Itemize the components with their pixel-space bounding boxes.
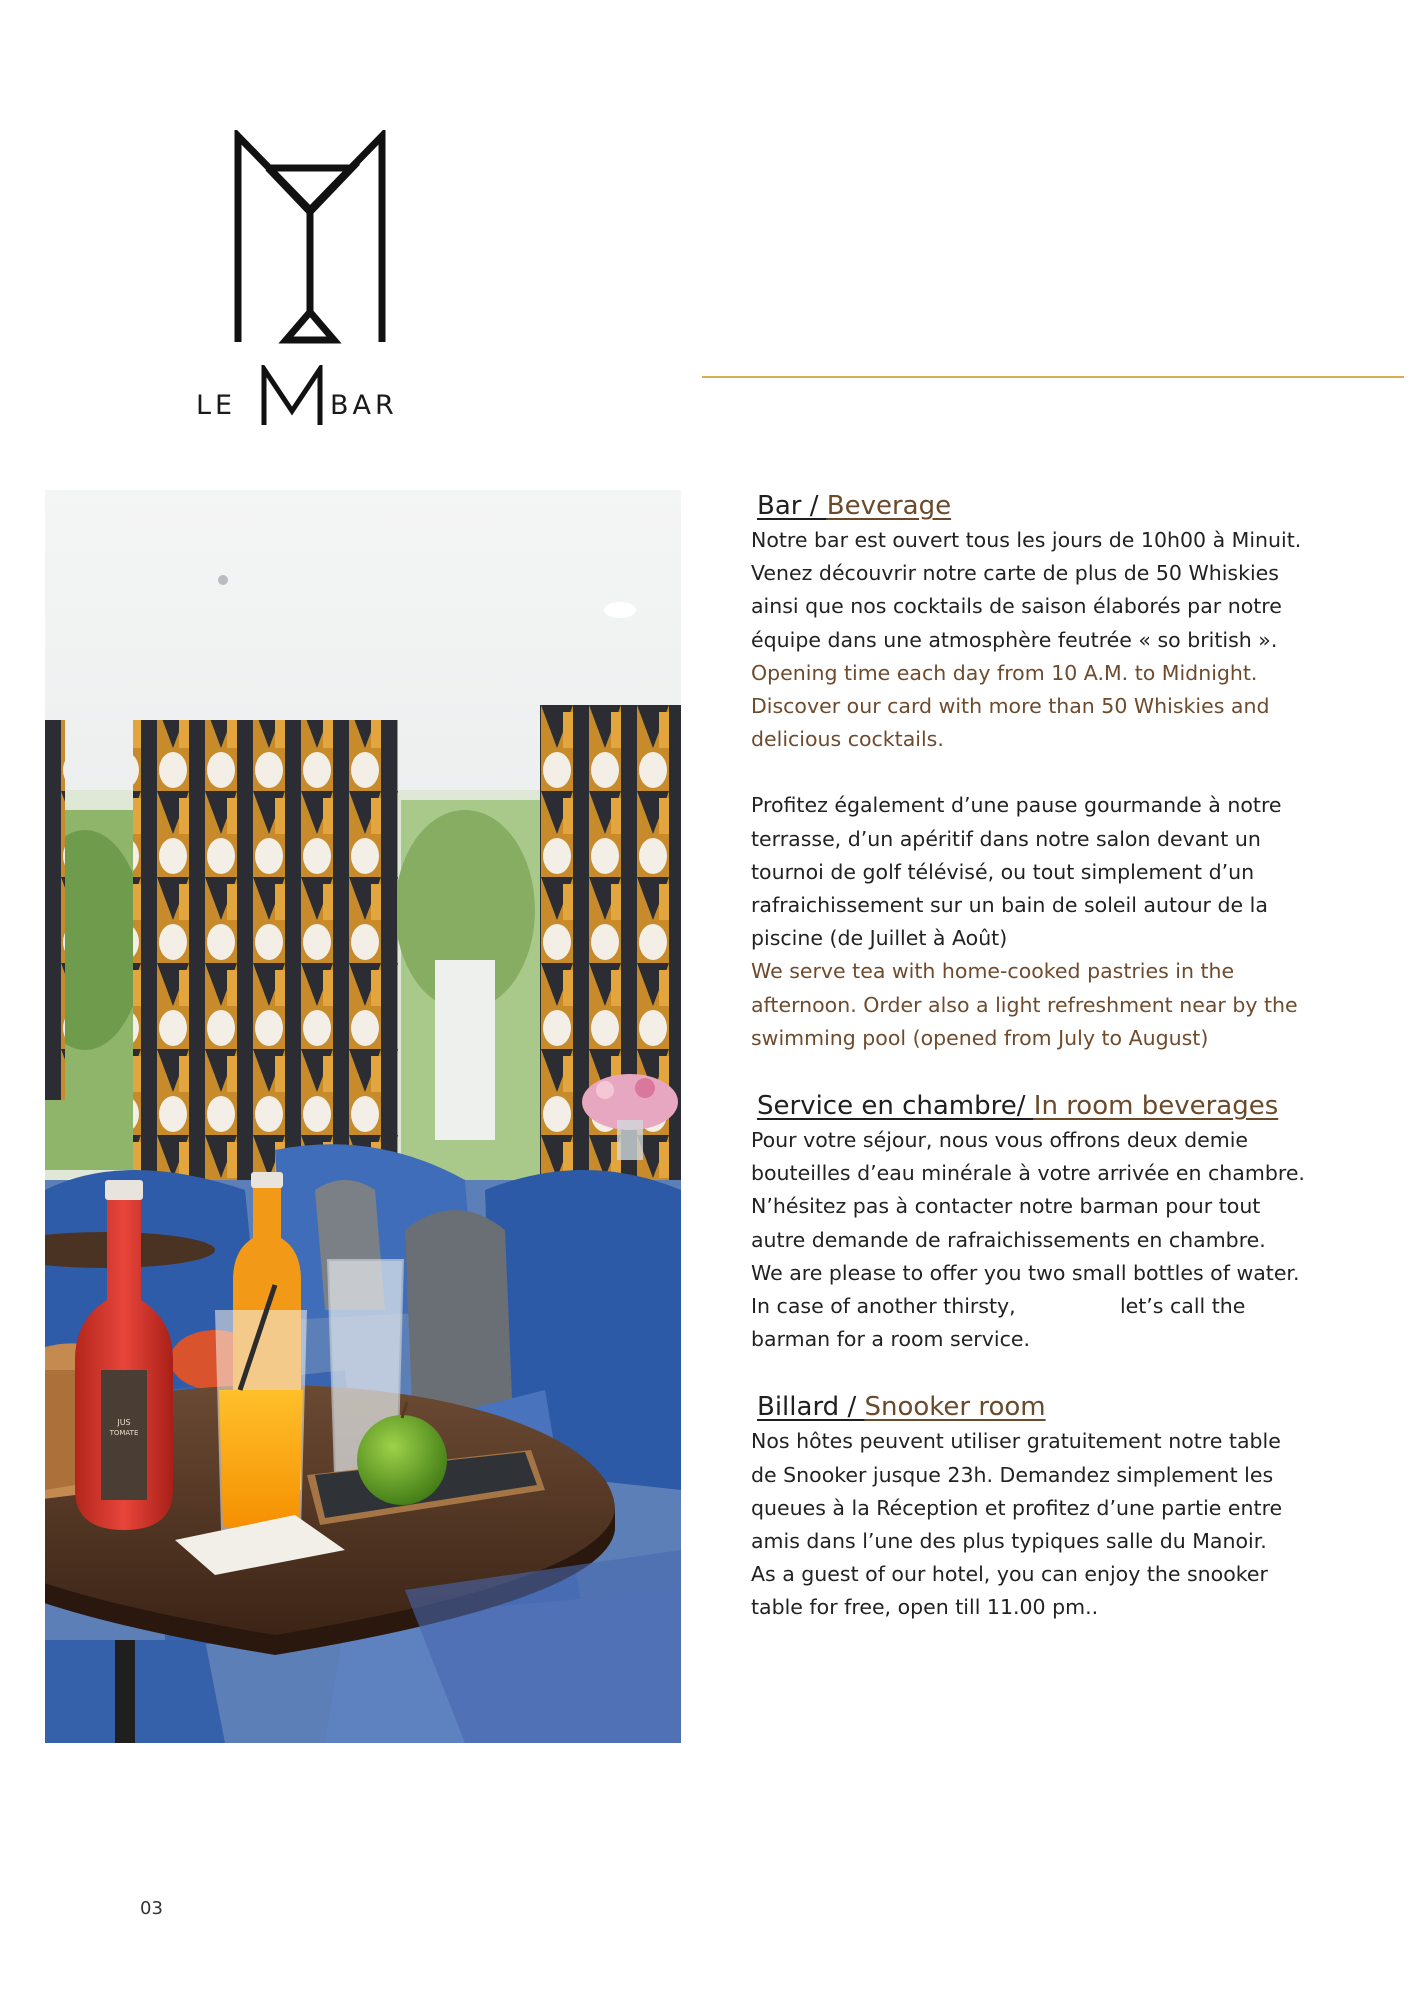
snooker-text-fr: Nos hôtes peuvent utiliser gratuitement notre table de Snooker jusque 23h. Demandez simplement les queues à la Réception et profitez d’une partie entre amis dans l’une des plus typiques salle du Manoir.: [751, 1429, 1283, 1554]
bar-photo-illustration: [45, 490, 681, 1743]
cocktail-glass-monogram-icon: [210, 130, 410, 350]
bar-interior-photo: [45, 490, 681, 1743]
content-column: [751, 488, 1311, 1625]
logo-m-letter: [258, 365, 326, 427]
room-service-text-en: We are please to offer you two small bottles of water. In case of another thirsty, let’s call the barman for a room service.: [751, 1260, 1307, 1352]
heading-snooker: [751, 1389, 1311, 1425]
heading-snooker-fr: Billard /: [757, 1392, 865, 1423]
snooker-text-en: As a guest of our hotel, you can enjoy the snooker table for free, open till 11.00 pm..: [751, 1562, 1268, 1620]
logo-word-bar: BAR: [330, 390, 398, 421]
bar-text-en-2: We serve tea with home-cooked pastries in the afternoon. Order also a light refreshment near by the swimming pool (opened from July to August): [751, 959, 1298, 1050]
logo-wordmark: [190, 365, 440, 435]
bar-text-en: Opening time each day from 10 A.M. to Midnight. Discover our card with more than 50 Whiskies and delicious cocktails.: [751, 660, 1270, 752]
page-number: 03: [140, 1898, 163, 1919]
heading-room-service: [751, 1088, 1311, 1124]
le-m-bar-logo: [190, 130, 440, 430]
heading-bar-en: Beverage: [826, 491, 952, 521]
logo-word-le: LE: [196, 390, 237, 421]
heading-room-service-fr: Service en chambre/: [757, 1091, 1034, 1122]
gold-divider-line: [702, 376, 1404, 378]
bottle-label-text: JUS: [117, 1418, 131, 1427]
heading-bar-fr: Bar /: [757, 491, 827, 521]
bottle-label-text-2: TOMATE: [109, 1429, 139, 1437]
heading-room-service-en: In room beverages: [1033, 1091, 1279, 1122]
bar-text-fr-2: Profitez également d’une pause gourmande à notre terrasse, d’un apéritif dans notre salon devant un tournoi de golf télévisé, ou tout simplement d’un rafraichissement sur un bain de soleil autour de la piscine (de Juillet à Août): [751, 793, 1282, 951]
bar-text-fr: Notre bar est ouvert tous les jours de 10h00 à Minuit. Venez découvrir notre carte de plus de 50 Whiskies ainsi que nos cocktails de saison élaborés par notre équipe dans une atmosphère feutrée « so british ».: [751, 528, 1302, 652]
heading-bar-beverage: [751, 488, 1311, 524]
heading-snooker-en: Snooker room: [864, 1392, 1046, 1423]
room-service-text-fr: Pour votre séjour, nous vous offrons deux demie bouteilles d’eau minérale à votre arrivée en chambre. N’hésitez pas à contacter notre barman pour tout autre demande de rafraichissements en chambre.: [751, 1128, 1305, 1252]
